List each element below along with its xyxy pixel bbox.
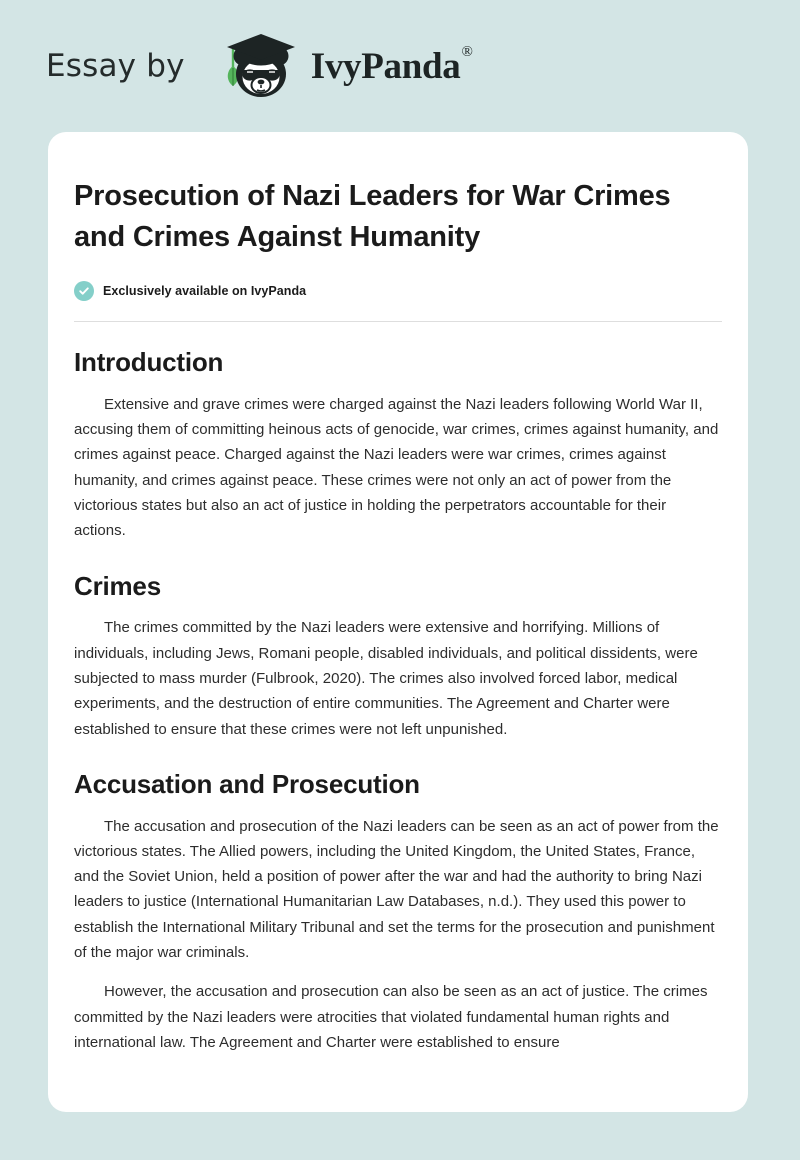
document-card — [48, 132, 748, 1112]
brand-name-text: IvyPanda — [310, 45, 461, 87]
ivypanda-brand-lockup[interactable] — [203, 30, 472, 102]
section-paragraph: Extensive and grave crimes were charged against the Nazi leaders following World War II, accusing them of committing heinous acts of genocide, war crimes, crimes against humanity, and crimes against peace. Charged against the Nazi leaders were war crimes, crimes against humanity, and crimes against peace. These crimes were not only an act of power from the victorious states but also an act of justice in holding the perpetrators accountable for their actions. — [74, 395, 719, 540]
check-circle-icon — [74, 281, 94, 301]
ivypanda-wordmark — [310, 44, 473, 87]
registered-mark: ® — [461, 44, 473, 61]
title-divider — [74, 321, 722, 322]
exclusive-badge-label: Exclusively available on IvyPanda — [103, 283, 307, 298]
section-heading-introduction: Introduction — [74, 346, 224, 377]
page-title: Prosecution of Nazi Leaders for War Crimes and Crimes Against Humanity — [74, 180, 671, 254]
section-heading-accusation-and-prosecution: Accusation and Prosecution — [74, 768, 420, 799]
page-header — [0, 0, 800, 132]
essay-by-label: Essay by — [46, 47, 185, 84]
exclusive-availability-badge — [74, 281, 722, 301]
section-paragraph: However, the accusation and prosecution can also be seen as an act of justice. The crimes committed by the Nazi leaders were atrocities that violated fundamental human rights and international law. The Agreement and Charter were established to ensure — [74, 983, 708, 1051]
section-heading-crimes: Crimes — [74, 570, 161, 601]
panda-graduate-logo-icon — [203, 30, 307, 102]
section-paragraph: The crimes committed by the Nazi leaders were extensive and horrifying. Millions of individuals, including Jews, Romani people, disabled individuals, and political dissidents, were subjected to mass murder (Fulbrook, 2020). The crimes also involved forced labor, medical experiments, and the destruction of entire communities. The Agreement and Charter were established to ensure that these crimes were not left unpunished. — [74, 619, 698, 738]
section-paragraph: The accusation and prosecution of the Nazi leaders can be seen as an act of power from the victorious states. The Allied powers, including the United Kingdom, the United States, France, and the Soviet Union, held a position of power after the war and had the authority to bring Nazi leaders to justice (International Humanitarian Law Databases, n.d.). They used this power to establish the International Military Tribunal and set the terms for the prosecution and punishment of the major war criminals. — [74, 817, 719, 962]
